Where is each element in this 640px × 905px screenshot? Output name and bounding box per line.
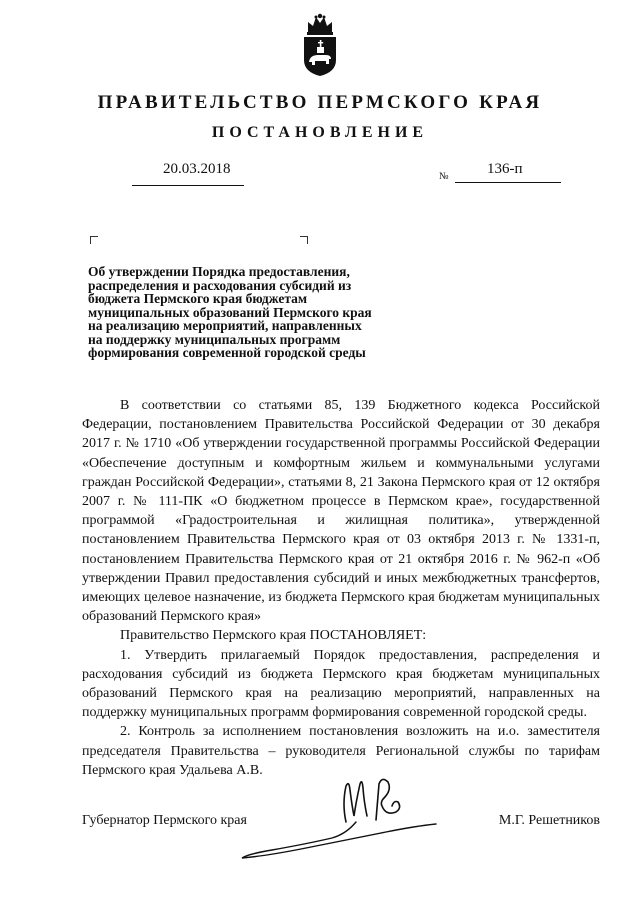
body-paragraph-item-2: 2. Контроль за исполнением постановления возложить на и.о. заместителя председателя Правительства – руководителя Региональной службы по тарифам Пермского края Удальева А.В.: [82, 724, 600, 778]
body-paragraph-resolves: Правительство Пермского края ПОСТАНОВЛЯЕТ:: [120, 628, 427, 644]
body-paragraph-item-1: 1. Утвердить прилагаемый Порядок предоставления, распределения и расходования субсидий из бюджета Пермского края бюджетам муниципальных образований Пермского края на реализацию мероприятий, направленных на поддержку муниципальных программ формирования современной городской среды.: [82, 647, 600, 721]
document-body: [82, 396, 600, 780]
subject-corner-left: [90, 236, 98, 244]
document-number: 136-п: [487, 161, 523, 177]
signatory-role: Губернатор Пермского края: [82, 813, 247, 828]
signatory-name: М.Г. Решетников: [498, 813, 600, 828]
number-underline: [455, 182, 561, 183]
number-sign: №: [439, 171, 449, 182]
subject-corner-right: [300, 236, 308, 244]
document-type: ПОСТАНОВЛЕНИЕ: [211, 124, 429, 141]
perm-krai-coat-of-arms-icon: [298, 12, 342, 78]
handwritten-signature-icon: [236, 772, 446, 867]
document-date: 20.03.2018: [163, 161, 231, 177]
date-underline: [132, 185, 244, 186]
document-subject: Об утверждении Порядка предоставления, распределения и расходования субсидий из бюджета Пермского края бюджетам муниципальных образований Пермского края на реализацию мероприятий, направленных на поддержку муниципальных программ формирования современной городской среды: [88, 264, 372, 360]
government-title: ПРАВИТЕЛЬСТВО ПЕРМСКОГО КРАЯ: [97, 92, 543, 113]
body-paragraph-preamble: В соответствии со статьями 85, 139 Бюджетного кодекса Российской Федерации, постановлением Правительства Российской Федерации от 30 декабря 2017 г. № 1710 «Об утверждении государственной программы Российской Федерации «Обеспечение доступным и комфортным жильем и коммунальными услугами граждан Российской Федерации», статьями 8, 21 Закона Пермского края от 12 октября 2007 г. № 111-ПК «О бюджетном процессе в Пермском крае», государственной программой «Градостроительная и жилищная политика», утвержденной постановлением Правительства Пермского края от 03 октября 2013 г. № 1331-п, постановлением Правительства Пермского края от 21 октября 2016 г. № 962-п «Об утверждении Правил предоставления субсидий и иных межбюджетных трансфертов, имеющих целевое назначение, из бюджета Пермского края бюджетам муниципальных образований Пермского края»: [82, 398, 600, 625]
